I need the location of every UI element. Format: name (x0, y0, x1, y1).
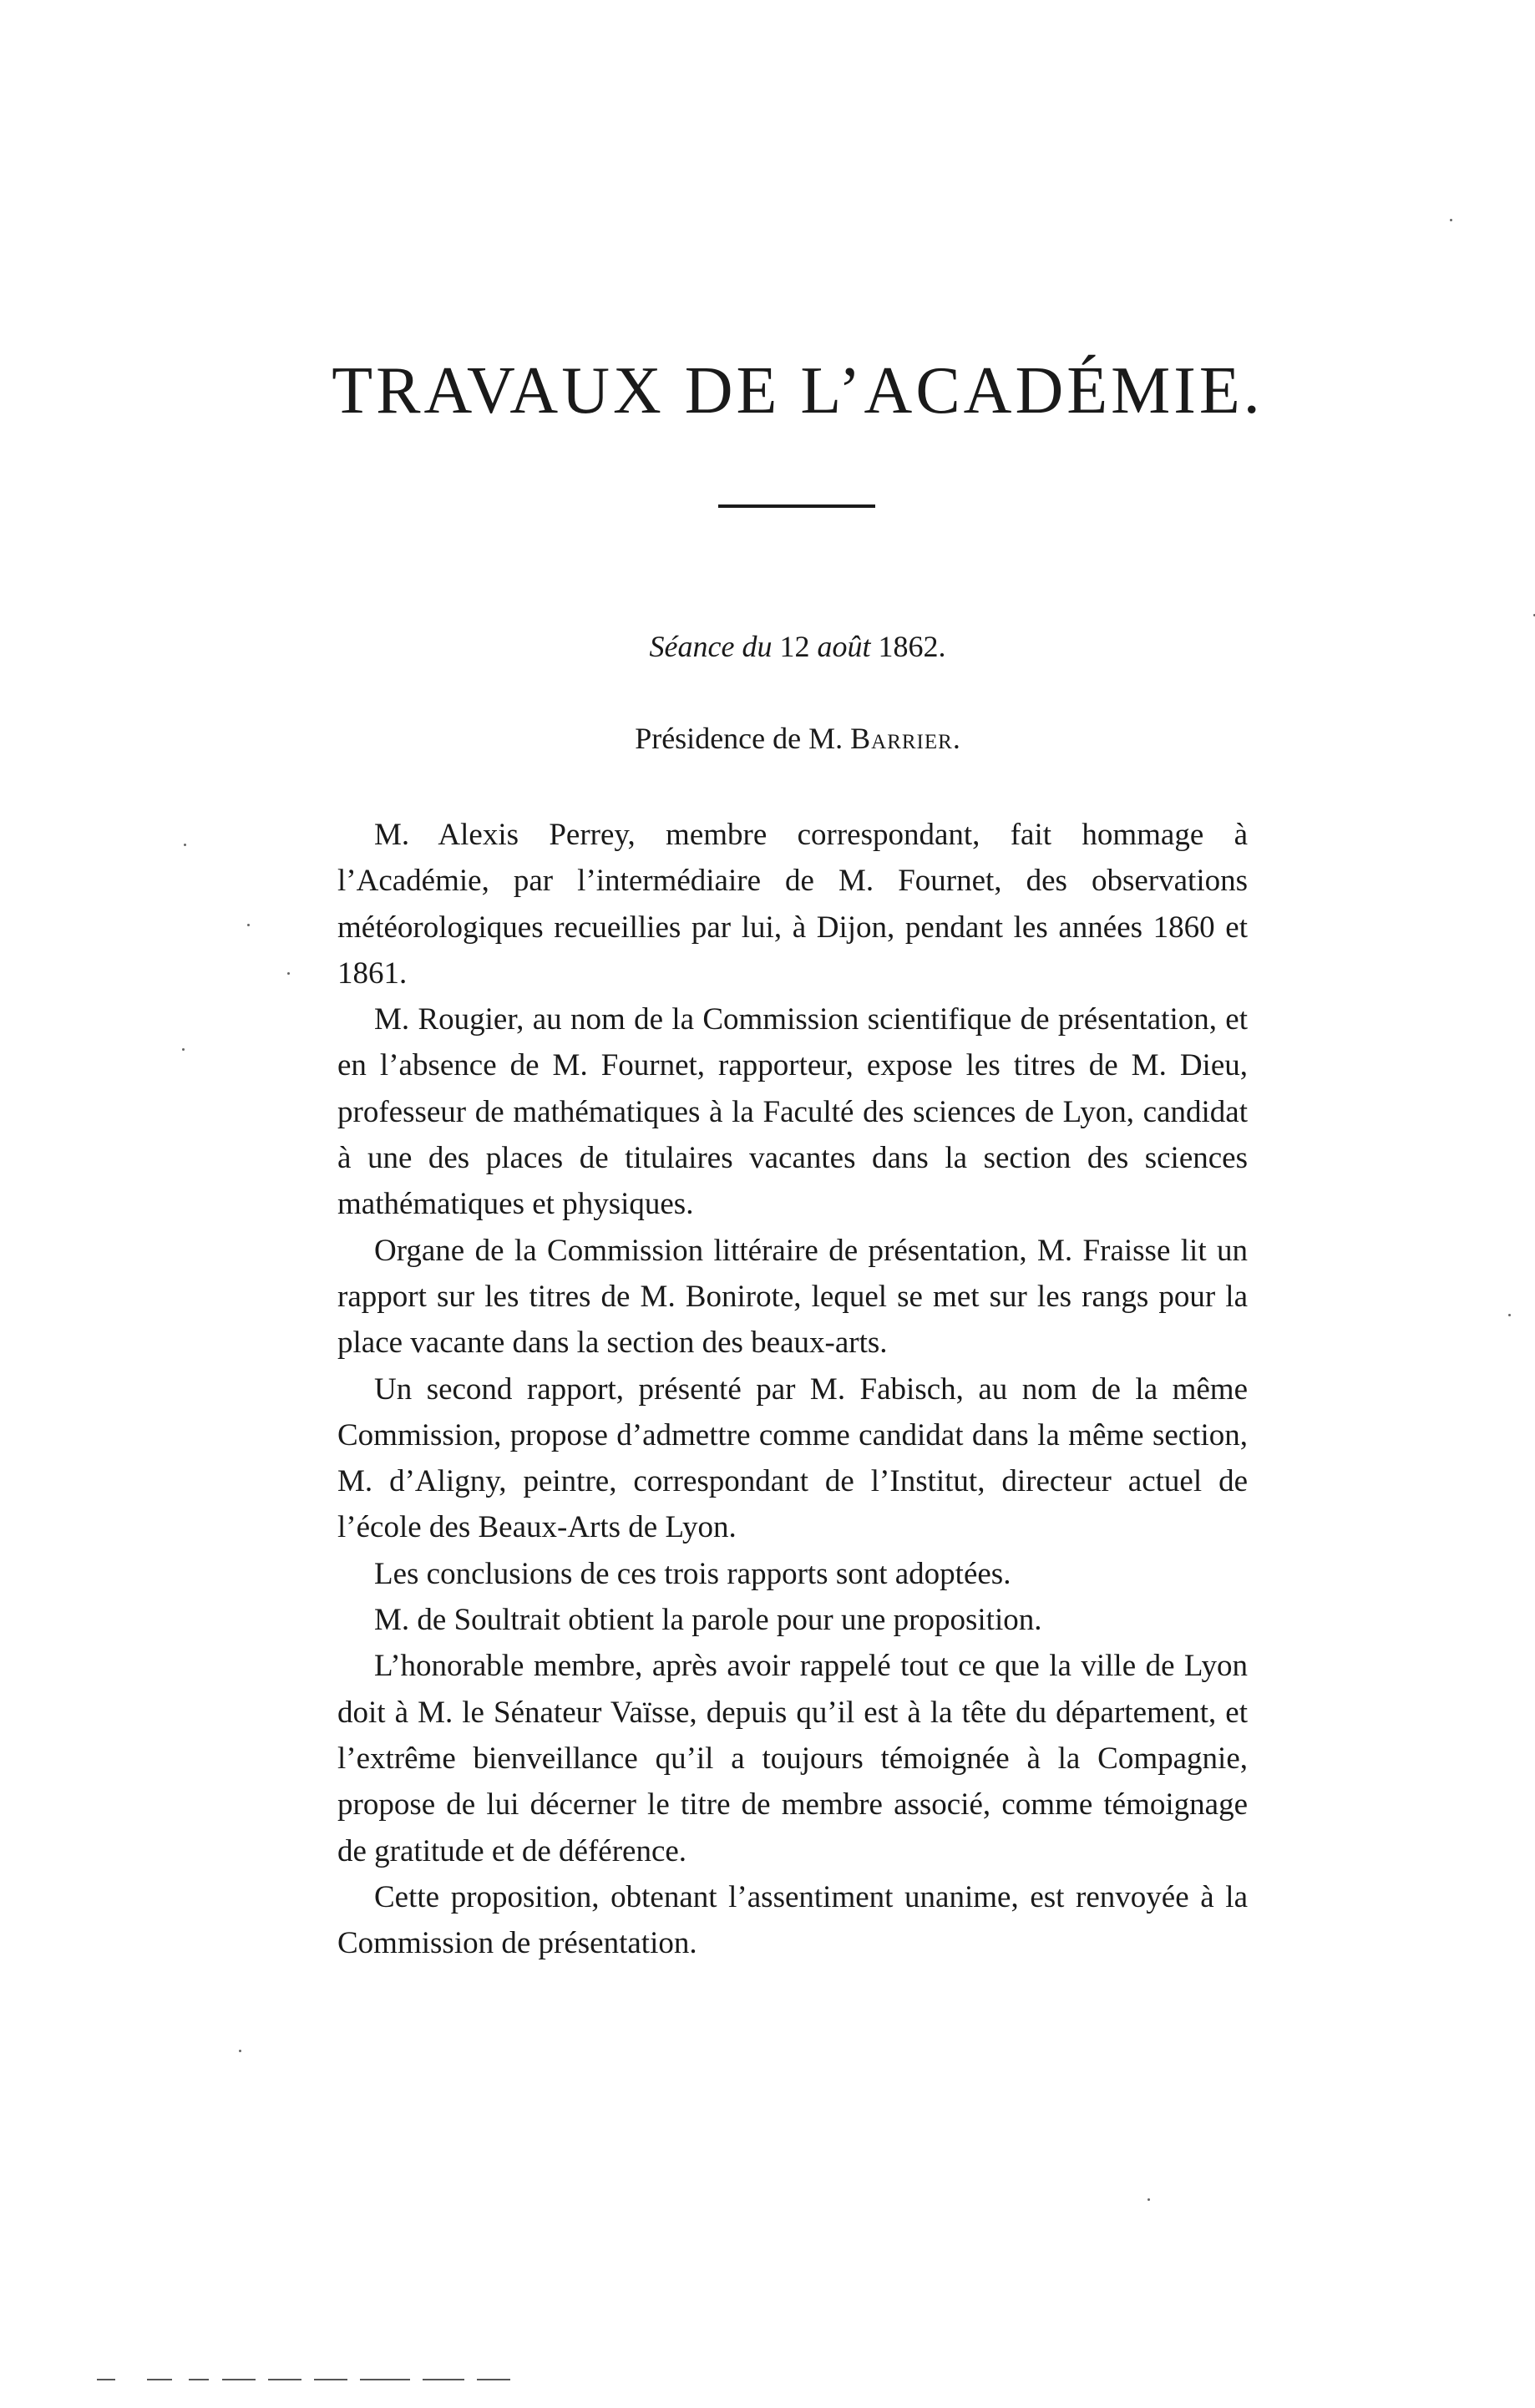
paper-speck (1450, 219, 1452, 221)
paragraph-referral: Cette proposition, obtenant l’assentiment unanime, est renvoyée à la Commission de présentation. (337, 1879, 1248, 1961)
seance-date-heading (0, 631, 1535, 662)
president-name: Barrier (850, 722, 953, 755)
paragraph-fraisse: Organe de la Commission littéraire de présentation, M. Fraisse lit un rapport sur les titres de M. Bonirote, lequel se met sur les rangs pour la place vacante dans la section des beaux-arts. (337, 1233, 1248, 1361)
paper-speck (247, 924, 250, 926)
paragraph-rougier: M. Rougier, au nom de la Commission scientifique de présentation, et en l’absence de M. Fournet, rapporteur, expose les titres de M. Dieu, professeur de mathématiques à la Faculté des sciences de Lyon, candidat à une des places de titulaires vacantes dans la section des sciences mathématiques et physiques. (337, 1002, 1248, 1222)
seance-prefix: Séance du (649, 630, 773, 663)
paper-speck (1147, 2198, 1150, 2201)
title-divider (718, 504, 875, 508)
seance-month: août (817, 630, 871, 663)
minutes-body (337, 812, 1248, 1966)
paragraph-vaisse-proposal: L’honorable membre, après avoir rappelé tout ce que la ville de Lyon doit à M. le Sénateur Vaïsse, depuis qu’il est à la tête du département, et l’extrême bienveillance qu’il a toujours témoignée à la Compagnie, propose de lui décerner le titre de membre associé, comme témoignage de gratitude et de déférence. (337, 1649, 1248, 1868)
paragraph-conclusions: Les conclusions de ces trois rapports sont adoptées. (374, 1556, 1011, 1591)
presidence-suffix: . (952, 722, 960, 755)
presidence-prefix: Présidence de M. (635, 722, 851, 755)
scan-footer-marks (97, 2379, 514, 2384)
paper-speck (239, 2050, 241, 2052)
paragraph-perrey: M. Alexis Perrey, membre correspondant, fait hommage à l’Académie, par l’intermédiaire de M. Fournet, des observations météorologiques recueillies par lui, à Dijon, pendant les années 1860 et 1861. (337, 818, 1248, 991)
paper-speck (182, 1048, 185, 1051)
page-title: TRAVAUX DE L’ACADÉMIE. (332, 354, 1264, 428)
presidence-line (0, 723, 1535, 753)
seance-year: 1862. (870, 630, 946, 663)
paragraph-fabisch: Un second rapport, présenté par M. Fabisch, au nom de la même Commission, propose d’admettre comme candidat dans la même section, M. d’Aligny, peintre, correspondant de l’Institut, directeur actuel de l’école des Beaux-Arts de Lyon. (337, 1371, 1248, 1545)
seance-day: 12 (772, 630, 818, 663)
paper-speck (1508, 1314, 1511, 1316)
paragraph-soultrait: M. de Soultrait obtient la parole pour une proposition. (374, 1603, 1042, 1638)
paper-speck (184, 844, 186, 846)
paper-speck (287, 972, 290, 975)
